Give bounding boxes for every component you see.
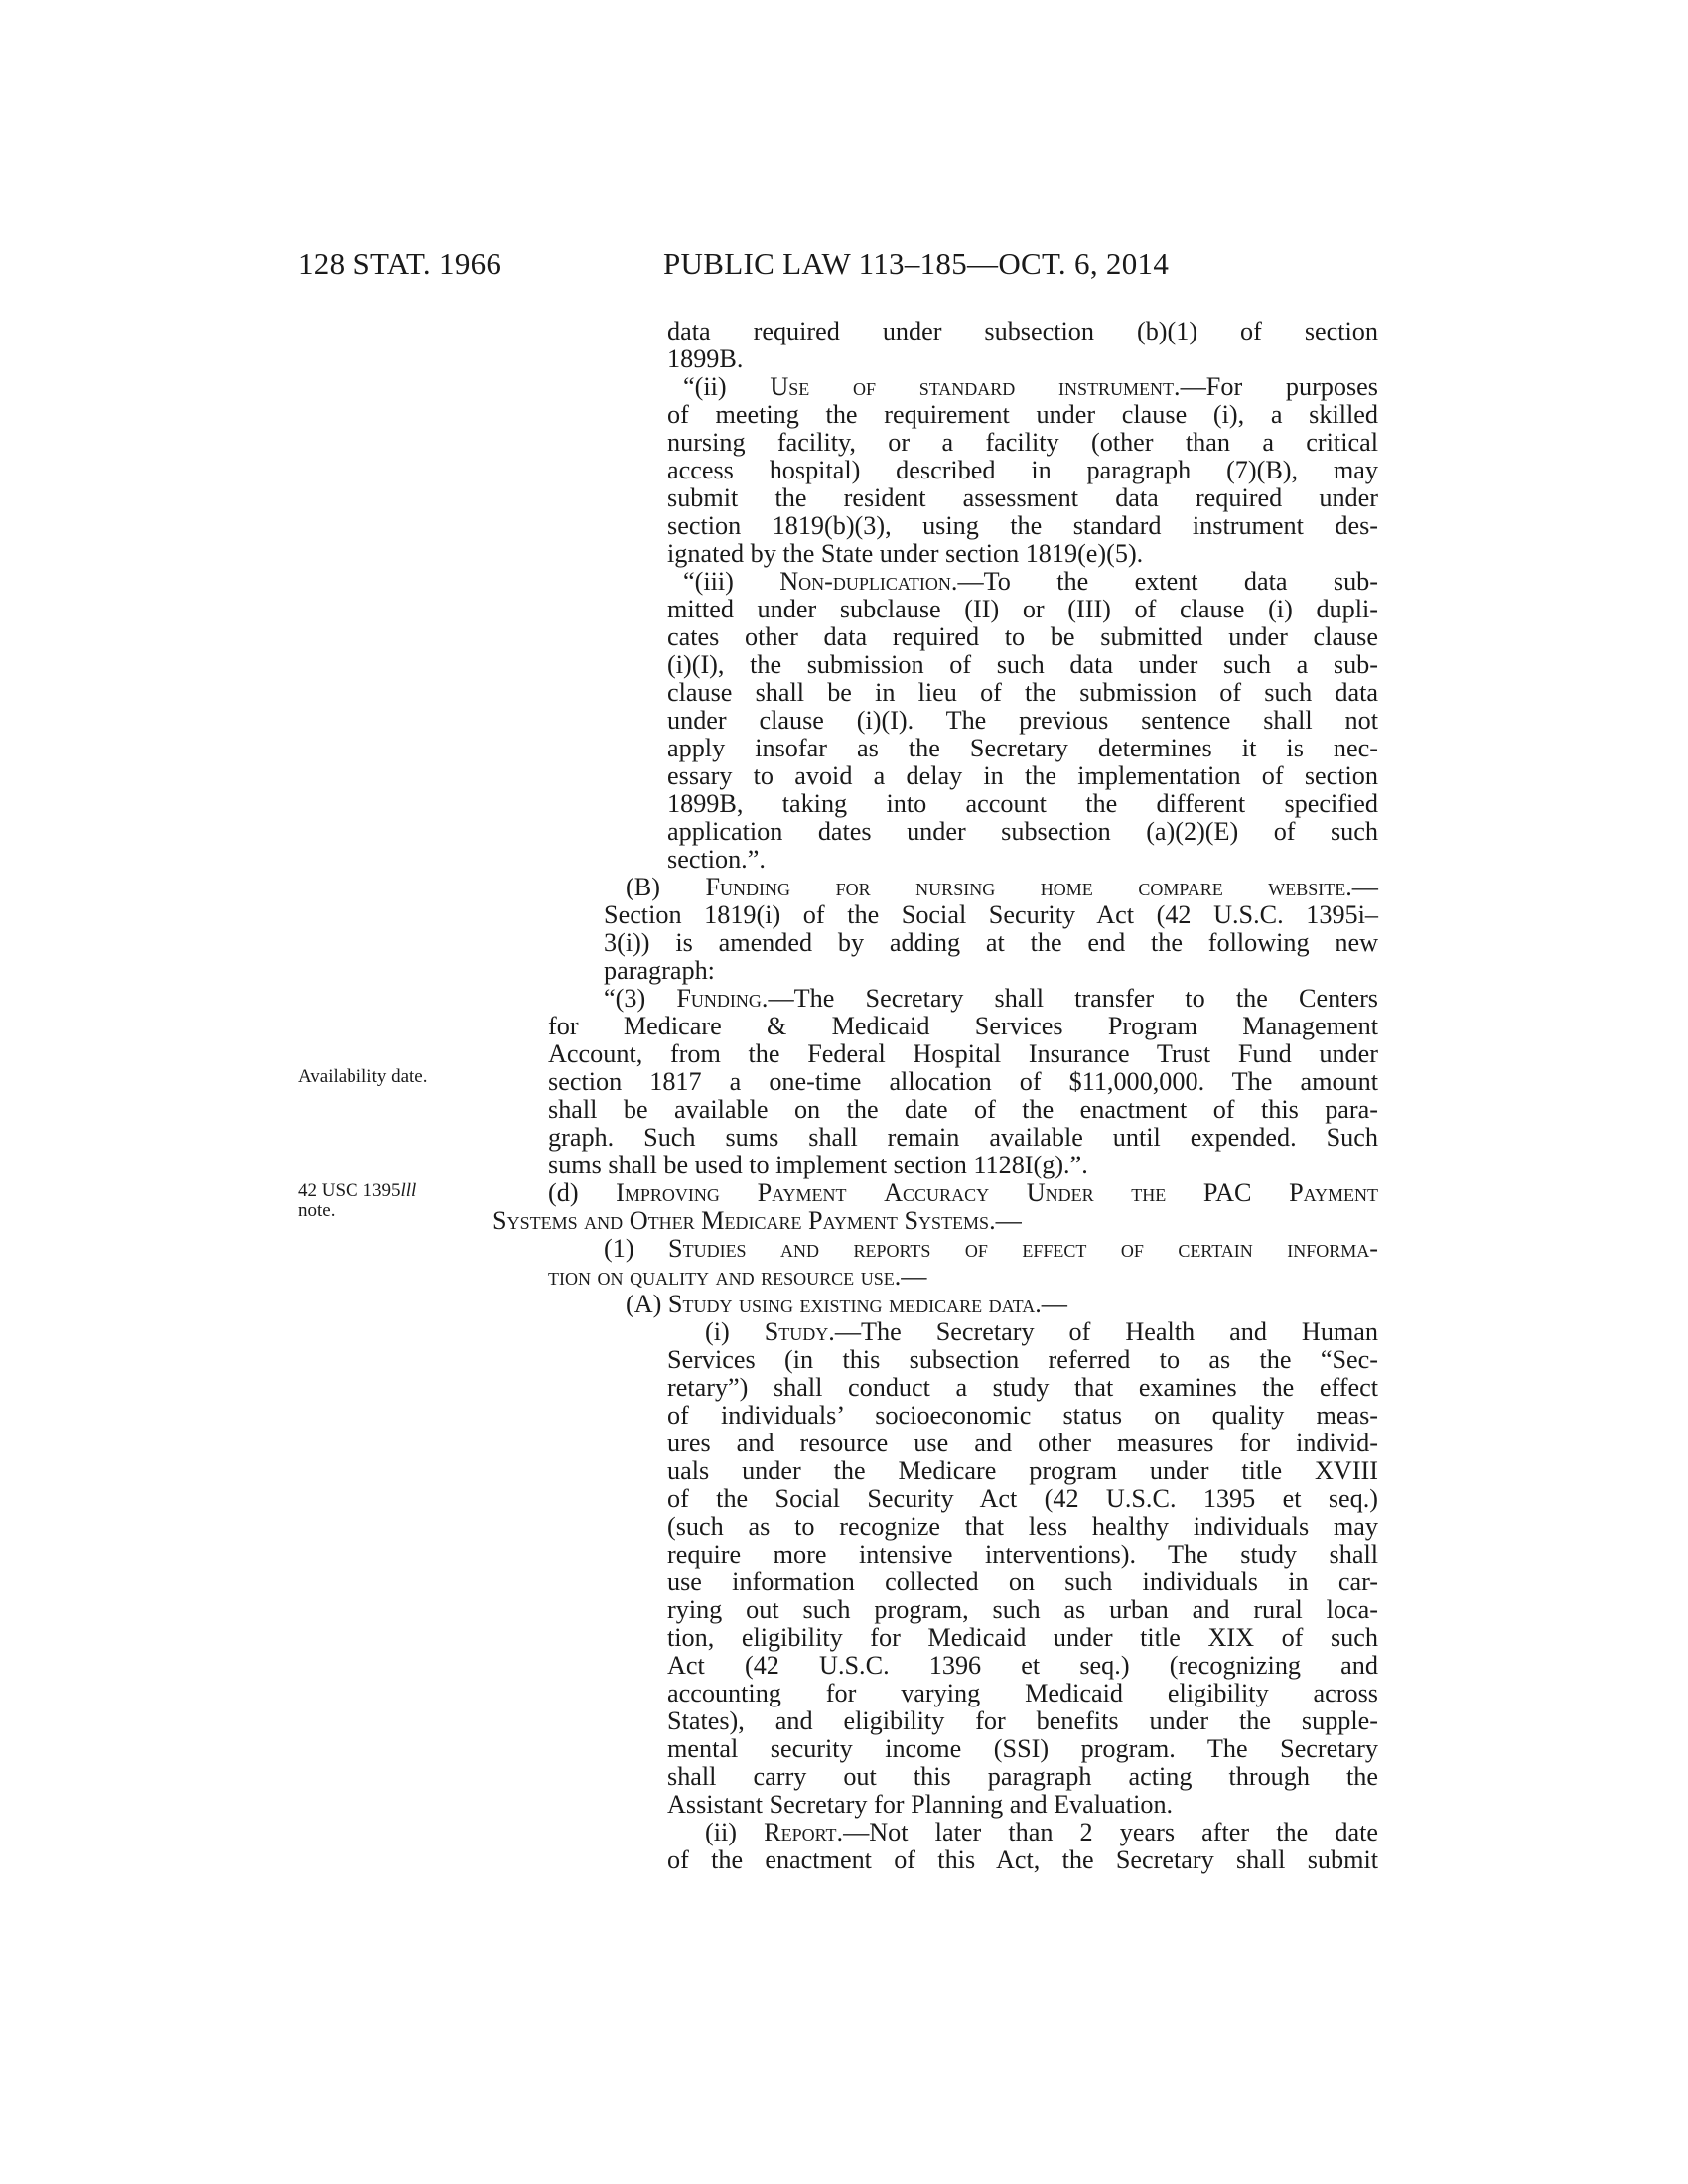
text-line: graph. Such sums shall remain available until expended. Such	[548, 1123, 1378, 1152]
text-line: paragraph:	[604, 956, 715, 985]
page-header	[298, 246, 1380, 286]
text-line: submit the resident assessment data required under	[667, 483, 1378, 512]
text-line: ures and resource use and other measures for individ-	[667, 1429, 1378, 1457]
usc-ref-prefix: 42 USC 1395	[298, 1180, 401, 1201]
clause-heading-ii-report: (ii) Report.—Not later than 2 years after the date	[705, 1818, 1378, 1846]
text-line: require more intensive interventions). The study shall	[667, 1540, 1378, 1569]
text-line: section.”.	[667, 845, 766, 874]
text-line: Section 1819(i) of the Social Security Act (42 U.S.C. 1395i–	[604, 900, 1378, 929]
clause-heading-ii: “(ii) Use of standard instrument.—For purposes	[683, 372, 1378, 401]
text-line: section 1819(b)(3), using the standard instrument des-	[667, 511, 1378, 540]
running-head: PUBLIC LAW 113–185—OCT. 6, 2014	[663, 246, 1170, 281]
clause-heading-i: (i) Study.—The Secretary of Health and Human	[705, 1317, 1378, 1346]
text-line: of the Social Security Act (42 U.S.C. 1395 et seq.)	[667, 1484, 1378, 1513]
usc-ref-line2: note.	[298, 1200, 336, 1221]
paragraph-heading-3: “(3) Funding.—The Secretary shall transfer to the Centers	[604, 984, 1378, 1013]
text-line: nursing facility, or a facility (other than a critical	[667, 428, 1378, 457]
text-line: Services (in this subsection referred to as the “Sec-	[667, 1345, 1378, 1374]
statute-body	[492, 317, 1379, 1874]
text-line: section 1817 a one-time allocation of $11,000,000. The amount	[548, 1067, 1378, 1096]
text-line: access hospital) described in paragraph (7)(B), may	[667, 456, 1378, 484]
text-line: apply insofar as the Secretary determines it is nec-	[667, 734, 1378, 762]
text-line: mental security income (SSI) program. The Secretary	[667, 1734, 1378, 1763]
text-line: data required under subsection (b)(1) of section	[667, 317, 1378, 345]
text-line: Account, from the Federal Hospital Insurance Trust Fund under	[548, 1039, 1378, 1068]
text-line: Act (42 U.S.C. 1396 et seq.) (recognizing and	[667, 1651, 1378, 1680]
subsection-heading-d: (d) Improving Payment Accuracy Under the PAC Payment	[548, 1178, 1378, 1207]
subsection-heading-d-cont: Systems and Other Medicare Payment Systems.—	[492, 1206, 1022, 1235]
text-line: essary to avoid a delay in the implementation of section	[667, 761, 1378, 790]
text-line: of meeting the requirement under clause (i), a skilled	[667, 400, 1378, 429]
text-line: for Medicare & Medicaid Services Program Management	[548, 1012, 1378, 1040]
text-line: application dates under subsection (a)(2)(E) of such	[667, 817, 1378, 846]
text-line: sums shall be used to implement section 1128I(g).”.	[548, 1151, 1088, 1179]
paragraph-heading-1: (1) Studies and reports of effect of certain informa-	[604, 1234, 1379, 1263]
margin-note-availability: Availability date.	[298, 1066, 428, 1087]
clause-heading-iii: “(iii) Non-duplication.—To the extent data sub-	[683, 567, 1378, 596]
text-line: 3(i)) is amended by adding at the end the following new	[604, 928, 1378, 957]
text-line: 1899B, taking into account the different specified	[667, 789, 1378, 818]
subparagraph-heading-b: (B) Funding for nursing home compare website.—	[626, 873, 1378, 901]
text-line: States), and eligibility for benefits under the supple-	[667, 1706, 1378, 1735]
text-line: of the enactment of this Act, the Secretary shall submit	[667, 1845, 1378, 1874]
text-line: (such as to recognize that less healthy individuals may	[667, 1512, 1378, 1541]
text-line: rying out such program, such as urban and rural loca-	[667, 1595, 1378, 1624]
text-line: cates other data required to be submitted under clause	[667, 622, 1378, 651]
paragraph-heading-1-cont: tion on quality and resource use.—	[548, 1262, 927, 1291]
usc-ref-italic: lll	[400, 1180, 417, 1201]
text-line: retary”) shall conduct a study that examines the effect	[667, 1373, 1378, 1402]
page-number: 128 STAT. 1966	[298, 246, 502, 281]
text-line: 1899B.	[667, 344, 744, 373]
text-line: Assistant Secretary for Planning and Evaluation.	[667, 1790, 1174, 1819]
text-line: clause shall be in lieu of the submission of such data	[667, 678, 1378, 707]
text-line: use information collected on such individuals in car-	[667, 1568, 1378, 1596]
subparagraph-heading-a: (A) Study using existing medicare data.—	[626, 1290, 1067, 1318]
text-line: accounting for varying Medicaid eligibility across	[667, 1679, 1378, 1707]
text-line: shall carry out this paragraph acting through the	[667, 1762, 1378, 1791]
text-line: tion, eligibility for Medicaid under title XIX of such	[667, 1623, 1378, 1652]
text-line: of individuals’ socioeconomic status on quality meas-	[667, 1401, 1378, 1430]
text-line: uals under the Medicare program under title XVIII	[667, 1456, 1378, 1485]
text-line: mitted under subclause (II) or (III) of clause (i) dupli-	[667, 595, 1378, 623]
text-line: shall be available on the date of the enactment of this para-	[548, 1095, 1378, 1124]
text-line: under clause (i)(I). The previous sentence shall not	[667, 706, 1378, 735]
margin-note-usc-ref	[298, 1181, 416, 1221]
text-line: ignated by the State under section 1819(e)(5).	[667, 539, 1144, 568]
text-line: (i)(I), the submission of such data under such a sub-	[667, 650, 1378, 679]
